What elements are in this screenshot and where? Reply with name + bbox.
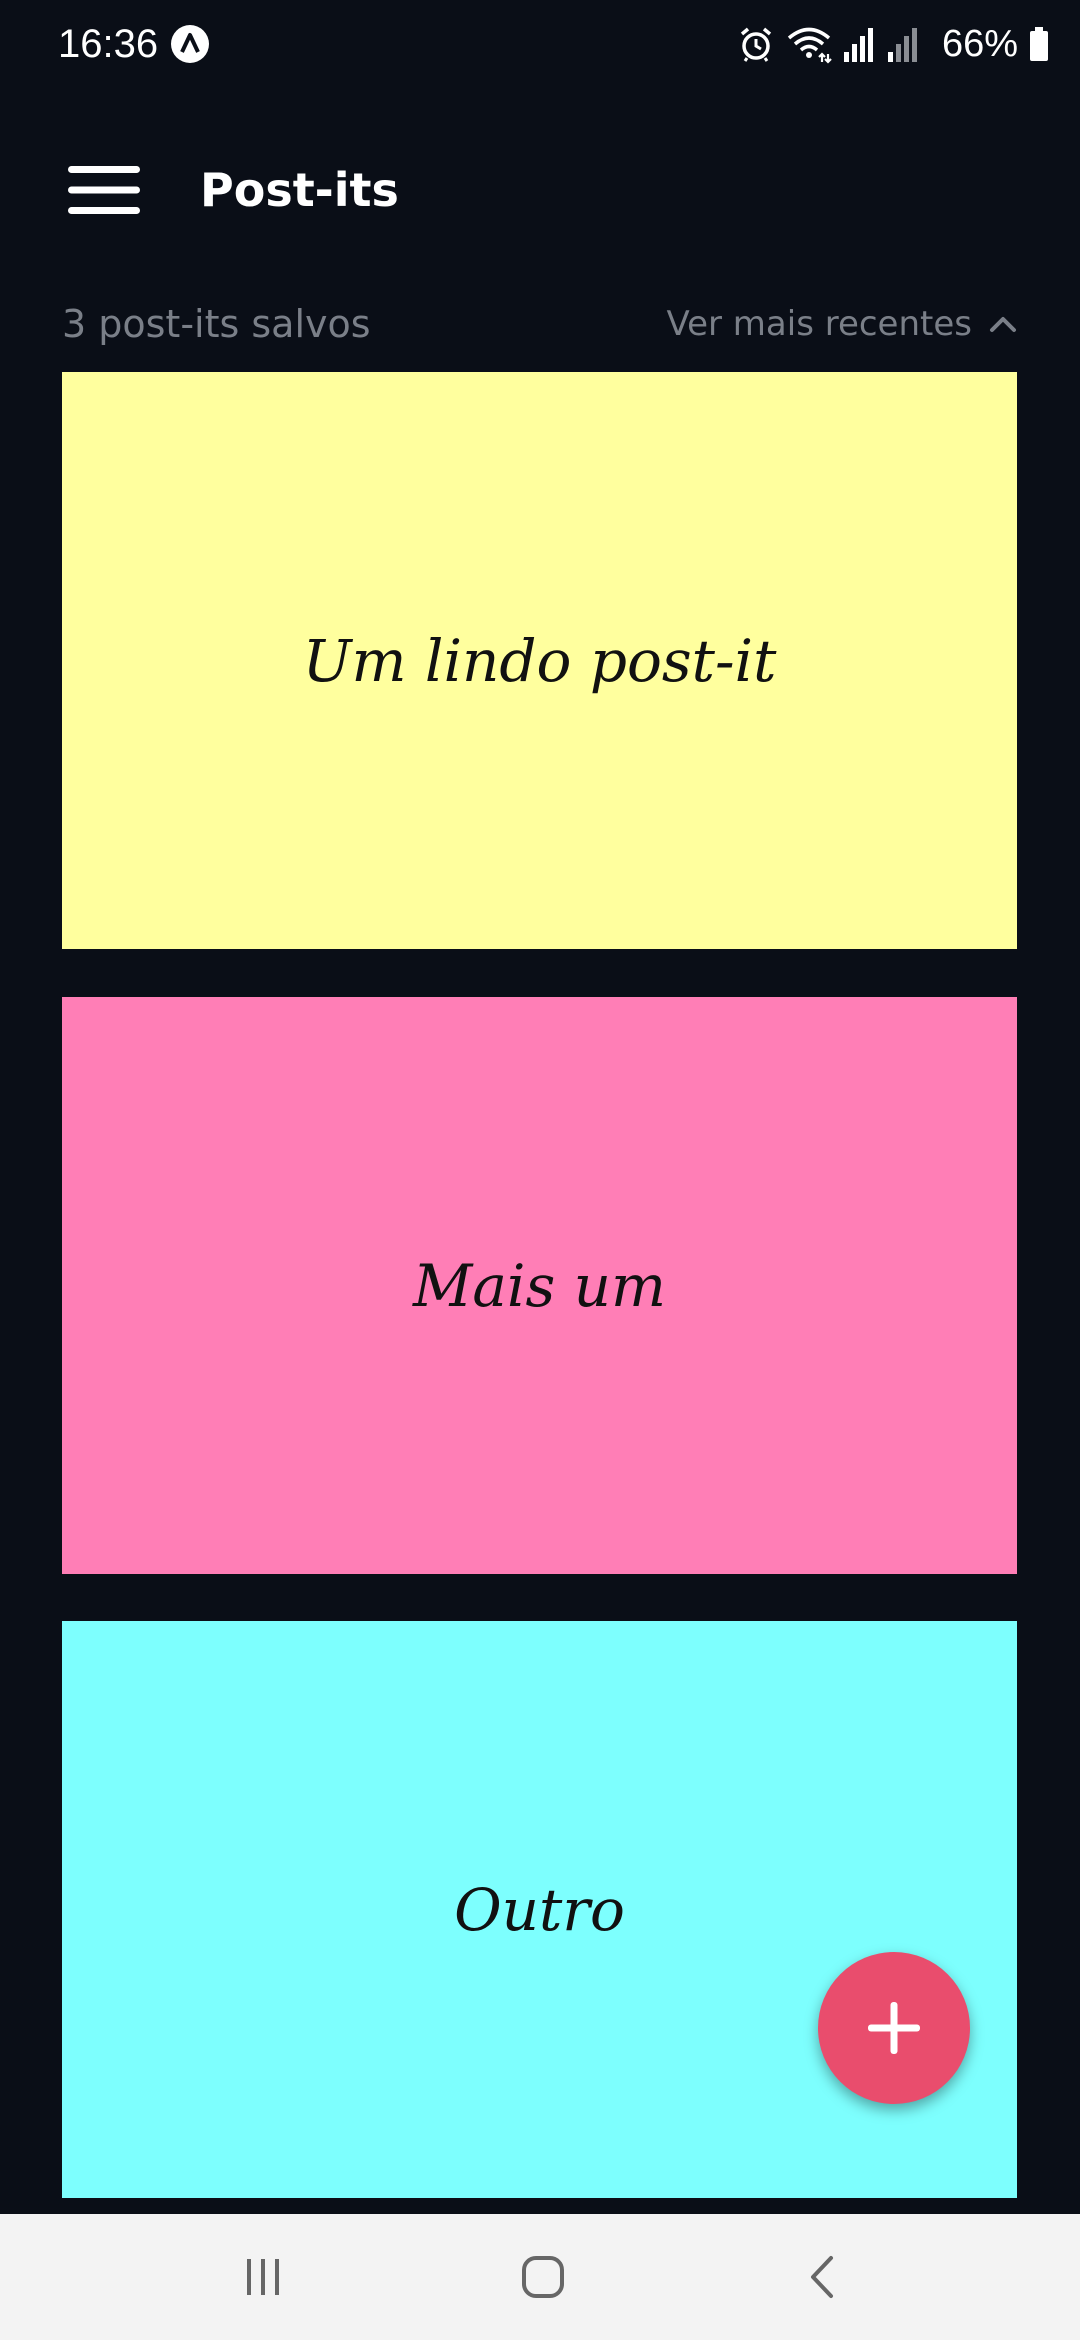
menu-button[interactable] <box>52 154 156 226</box>
post-it-card[interactable] <box>62 372 1017 949</box>
post-it-text: Mais um <box>412 1251 667 1320</box>
post-it-text: Um lindo post-it <box>302 626 777 695</box>
status-icons <box>736 20 1050 68</box>
sort-toggle-button[interactable] <box>666 296 1018 352</box>
hamburger-menu-icon <box>68 164 140 216</box>
battery-icon <box>1028 24 1050 64</box>
home-icon <box>520 2254 566 2300</box>
wifi-icon <box>786 24 832 64</box>
back-icon <box>803 2254 843 2300</box>
recent-apps-button[interactable] <box>218 2242 308 2312</box>
signal-secondary-icon <box>886 24 920 64</box>
app-bar <box>0 140 1080 240</box>
system-navigation-bar <box>0 2214 1080 2340</box>
post-it-text: Outro <box>454 1875 625 1944</box>
status-bar <box>0 0 1080 90</box>
post-it-card[interactable] <box>62 1621 1017 2198</box>
recent-apps-icon <box>241 2255 285 2299</box>
alarm-icon <box>736 24 776 64</box>
post-it-card[interactable] <box>62 997 1017 1574</box>
status-time: 16:36 <box>58 22 159 66</box>
add-post-it-button[interactable] <box>818 1952 970 2104</box>
app-notification-icon <box>170 24 210 64</box>
home-button[interactable] <box>498 2242 588 2312</box>
sort-label: Ver mais recentes <box>666 304 972 344</box>
page-title: Post-its <box>200 163 399 217</box>
signal-icon <box>842 24 876 64</box>
plus-icon <box>866 2000 922 2056</box>
list-header <box>62 296 1018 352</box>
battery-percentage: 66% <box>941 22 1018 65</box>
chevron-up-icon <box>988 314 1018 334</box>
back-button[interactable] <box>778 2242 868 2312</box>
saved-count-label: 3 post-its salvos <box>62 302 371 346</box>
